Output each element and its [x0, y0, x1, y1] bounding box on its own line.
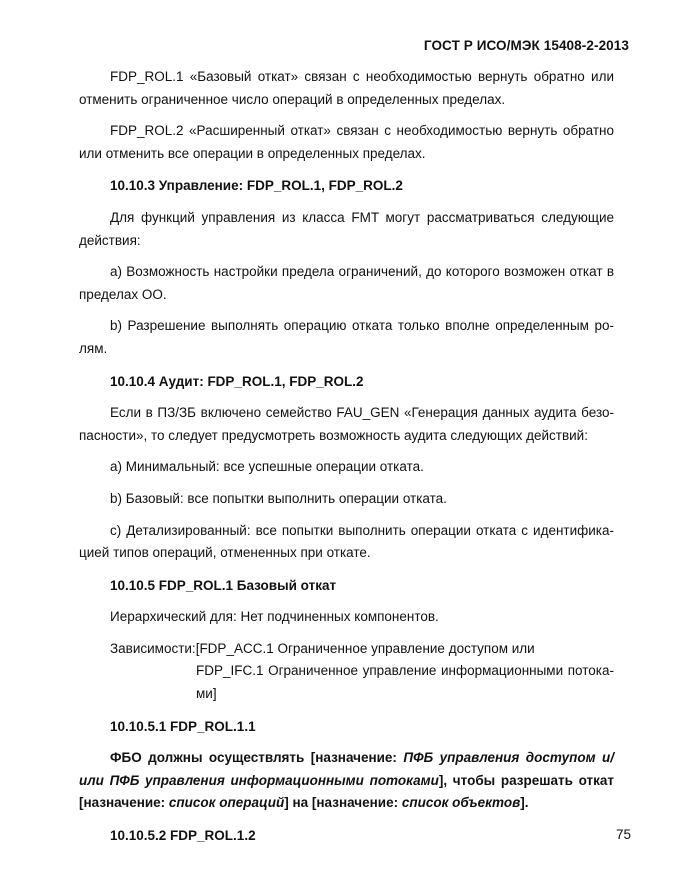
section-heading-rol-1-1: 10.10.5.1 FDP_ROL.1.1: [110, 718, 256, 734]
element-text-part-2: ], чтобы разрешать откат [назначение:: [79, 772, 614, 811]
paragraph-management-intro: Для функций управления из класса FMT могут рассматриваться следующие действия:: [79, 209, 614, 248]
paragraph-audit-minimal: a) Минимальный: все успешные операции отката.: [110, 459, 424, 475]
paragraph-audit-detailed: c) Детализированный: все попытки выполнить операции отката с идентифика-цией типов операций, отмененных при откате.: [79, 522, 614, 561]
page-number: 75: [615, 827, 631, 842]
element-text-part-4: ].: [520, 795, 529, 811]
paragraph-rol2-description: FDP_ROL.2 «Расширенный откат» связан с необходимостью вернуть обратно или отменить все операции в определенных пределах.: [79, 123, 614, 161]
element-rol-1-1-text: [79, 747, 614, 815]
paragraph-audit-basic: b) Базовый: все попытки выполнить операции отката.: [110, 490, 447, 506]
section-heading-audit: 10.10.4 Аудит: FDP_ROL.1, FDP_ROL.2: [110, 373, 364, 389]
paragraph-audit-intro: Если в ПЗ/ЗБ включено семейство FAU_GEN «Генерация данных аудита безо-пасности», то следует предусмотреть возможность аудита следующих действий:: [79, 405, 614, 443]
dependencies-label: Зависимости:: [110, 640, 196, 656]
element-text-part-3: ] на [назначение:: [284, 795, 402, 811]
dependencies-block: [110, 638, 614, 706]
paragraph-rol1-description: FDP_ROL.1 «Базовый откат» связан с необходимостью вернуть обратно или отменить ограниченное число операций в определенных пределах.: [79, 69, 614, 107]
section-heading-basic-rollback: 10.10.5 FDP_ROL.1 Базовый откат: [110, 577, 337, 593]
dependency-fdp-ifc: FDP_IFC.1 Ограниченное управление информационными потока-ми]: [196, 663, 614, 702]
dependency-fdp-acc: [FDP_ACC.1 Ограниченное управление доступом или: [195, 640, 535, 656]
paragraph-management-item-b: b) Разрешение выполнять операцию отката только вполне определенным ро-лям.: [79, 318, 614, 356]
paragraph-management-item-a: a) Возможность настройки предела ограничений, до которого возможен откат в пределах ОО.: [79, 264, 614, 302]
page-content: [79, 66, 614, 857]
element-text-assignment-tsf: ПФБ управления доступом и/или ПФБ управления информационными потоками: [79, 750, 614, 788]
section-heading-rol-1-2: 10.10.5.2 FDP_ROL.1.2: [110, 828, 256, 844]
element-text-part-1: ФБО должны осуществлять [назначение:: [110, 750, 404, 766]
element-text-assignment-operations: список операций: [168, 795, 285, 811]
element-text-assignment-objects: список объектов: [401, 795, 521, 811]
paragraph-hierarchical: Иерархический для: Нет подчиненных компонентов.: [110, 609, 439, 625]
document-standard-header: ГОСТ Р ИСО/МЭК 15408-2-2013: [423, 38, 629, 53]
section-heading-management: 10.10.3 Управление: FDP_ROL.1, FDP_ROL.2: [110, 178, 403, 194]
